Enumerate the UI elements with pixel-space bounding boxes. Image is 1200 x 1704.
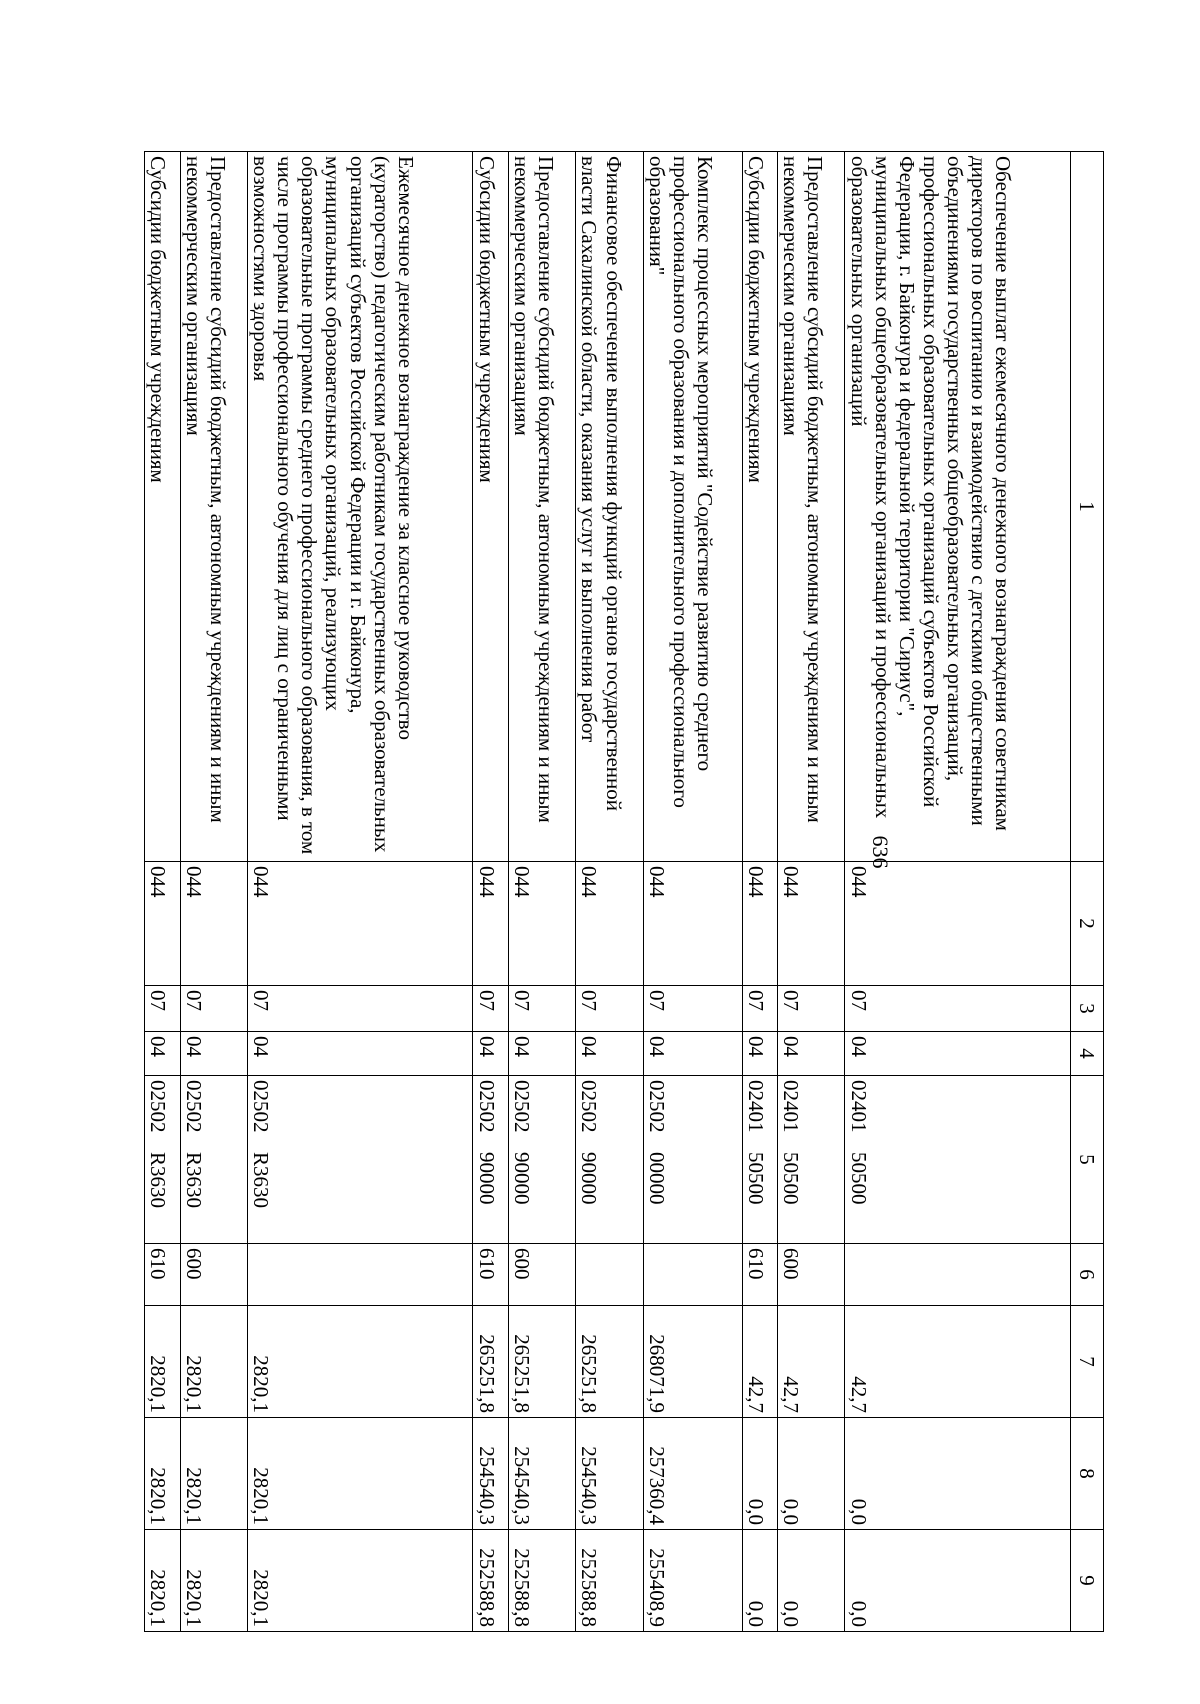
row-pr: 04 <box>247 1032 473 1076</box>
row-rz: 07 <box>778 986 845 1032</box>
row-csr-part1: 02502 <box>249 1080 274 1133</box>
row-value-9: 0,0 <box>778 1530 845 1632</box>
row-value-8: 254540,3 <box>509 1418 576 1530</box>
row-name: Обеспечение выплат ежемесячного денежного вознаграждения советникам директоров по воспитанию и взаимодействию с детскими общественными объединениями государственных общеобразовательных организаций, профессиональных образовательных организаций субъектов Российской Федерации, г. Байконура и федеральной территории "Сириус", муниципальных общеобразовательных организаций и профессиональных образовательных организаций <box>845 152 1071 862</box>
row-csr-part2: 90000 <box>474 1152 499 1205</box>
table-row <box>742 152 778 1632</box>
row-value-8: 0,0 <box>845 1418 1071 1530</box>
row-pr: 04 <box>778 1032 845 1076</box>
row-value-7: 42,7 <box>845 1306 1071 1418</box>
row-name: Предоставление субсидий бюджетным, автономным учреждениям и иным некоммерческим организациям <box>778 152 845 862</box>
row-value-7: 42,7 <box>742 1306 778 1418</box>
table-row <box>576 152 643 1632</box>
row-vr <box>247 1244 473 1306</box>
header-col-6: 6 <box>1071 1244 1104 1306</box>
row-csr <box>509 1076 576 1244</box>
row-vr: 600 <box>180 1244 247 1306</box>
row-pr: 04 <box>845 1032 1071 1076</box>
table-row <box>145 152 181 1632</box>
header-col-1: 1 <box>1071 152 1104 862</box>
row-rz: 07 <box>247 986 473 1032</box>
row-ved: 044 <box>509 862 576 986</box>
row-csr-part2: R3630 <box>181 1152 206 1209</box>
row-ved: 044 <box>145 862 181 986</box>
row-csr <box>180 1076 247 1244</box>
row-ved: 044 <box>845 862 1071 986</box>
row-csr-part1: 02502 <box>474 1080 499 1133</box>
row-value-8: 2820,1 <box>145 1418 181 1530</box>
table-row <box>180 152 247 1632</box>
row-value-9: 2820,1 <box>247 1530 473 1632</box>
row-csr-part1: 02502 <box>181 1080 206 1133</box>
row-name: Субсидии бюджетным учреждениям <box>145 152 181 862</box>
row-pr: 04 <box>576 1032 643 1076</box>
row-value-9: 2820,1 <box>180 1530 247 1632</box>
row-rz: 07 <box>473 986 509 1032</box>
row-ved: 044 <box>576 862 643 986</box>
row-csr-part1: 02401 <box>779 1080 804 1133</box>
header-col-2: 2 <box>1071 862 1104 986</box>
header-col-9: 9 <box>1071 1530 1104 1632</box>
row-value-9: 252588,8 <box>509 1530 576 1632</box>
table-row <box>643 152 742 1632</box>
row-value-9: 255408,9 <box>643 1530 742 1632</box>
row-name: Субсидии бюджетным учреждениям <box>473 152 509 862</box>
row-rz: 07 <box>643 986 742 1032</box>
row-name: Предоставление субсидий бюджетным, автономным учреждениям и иным некоммерческим организациям <box>180 152 247 862</box>
row-name: Комплекс процессных мероприятий "Содействие развитию среднего профессионального образования и дополнительного профессионального образования" <box>643 152 742 862</box>
row-rz: 07 <box>845 986 1071 1032</box>
row-vr: 610 <box>742 1244 778 1306</box>
row-ved: 044 <box>643 862 742 986</box>
budget-table <box>144 151 1104 1632</box>
row-csr-part1: 02502 <box>510 1080 535 1133</box>
table-row <box>509 152 576 1632</box>
table-row <box>473 152 509 1632</box>
row-value-7: 42,7 <box>778 1306 845 1418</box>
row-ved: 044 <box>247 862 473 986</box>
row-name: Ежемесячное денежное вознаграждение за классное руководство (кураторство) педагогическим работникам государственных образовательных организаций субъектов Российской Федерации и г. Байконура, муниципальных образовательных организаций, реализующих образовательные программы среднего профессионального образования, в том числе программы профессионального обучения для лиц с ограниченными возможностями здоровья <box>247 152 473 862</box>
header-col-8: 8 <box>1071 1418 1104 1530</box>
row-csr-part2: 00000 <box>644 1152 669 1205</box>
row-value-8: 2820,1 <box>247 1418 473 1530</box>
row-csr-part2: 50500 <box>743 1152 768 1205</box>
row-value-7: 265251,8 <box>509 1306 576 1418</box>
row-rz: 07 <box>145 986 181 1032</box>
row-csr <box>473 1076 509 1244</box>
row-csr-part1: 02502 <box>577 1080 602 1133</box>
row-value-7: 265251,8 <box>576 1306 643 1418</box>
row-rz: 07 <box>509 986 576 1032</box>
row-value-7: 268071,9 <box>643 1306 742 1418</box>
row-value-8: 2820,1 <box>180 1418 247 1530</box>
row-value-8: 0,0 <box>778 1418 845 1530</box>
row-value-8: 254540,3 <box>576 1418 643 1530</box>
row-csr-part2: R3630 <box>249 1152 274 1209</box>
row-ved: 044 <box>473 862 509 986</box>
row-value-9: 2820,1 <box>145 1530 181 1632</box>
page-number: 636 <box>868 835 893 869</box>
row-vr: 610 <box>473 1244 509 1306</box>
row-csr-part1: 02502 <box>146 1080 171 1133</box>
row-value-8: 257360,4 <box>643 1418 742 1530</box>
row-ved: 044 <box>778 862 845 986</box>
row-vr: 600 <box>778 1244 845 1306</box>
row-value-8: 0,0 <box>742 1418 778 1530</box>
row-value-9: 0,0 <box>742 1530 778 1632</box>
row-pr: 04 <box>145 1032 181 1076</box>
table-row <box>845 152 1071 1632</box>
row-pr: 04 <box>180 1032 247 1076</box>
row-value-9: 0,0 <box>845 1530 1071 1632</box>
row-csr-part2: 90000 <box>577 1152 602 1205</box>
row-rz: 07 <box>180 986 247 1032</box>
row-vr <box>845 1244 1071 1306</box>
row-csr-part2: 90000 <box>510 1152 535 1205</box>
row-value-8: 254540,3 <box>473 1418 509 1530</box>
row-value-7: 2820,1 <box>180 1306 247 1418</box>
row-csr <box>145 1076 181 1244</box>
row-vr <box>643 1244 742 1306</box>
table-header-row <box>1071 152 1104 1632</box>
row-pr: 04 <box>473 1032 509 1076</box>
row-name: Финансовое обеспечение выполнения функций органов государственной власти Сахалинской области, оказания услуг и выполнения работ <box>576 152 643 862</box>
row-pr: 04 <box>742 1032 778 1076</box>
row-value-7: 2820,1 <box>145 1306 181 1418</box>
row-value-7: 265251,8 <box>473 1306 509 1418</box>
row-ved: 044 <box>180 862 247 986</box>
table-row <box>247 152 473 1632</box>
row-value-7: 2820,1 <box>247 1306 473 1418</box>
row-csr <box>778 1076 845 1244</box>
row-vr <box>576 1244 643 1306</box>
row-value-9: 252588,8 <box>576 1530 643 1632</box>
row-csr <box>576 1076 643 1244</box>
row-name: Предоставление субсидий бюджетным, автономным учреждениям и иным некоммерческим организациям <box>509 152 576 862</box>
row-ved: 044 <box>742 862 778 986</box>
header-col-3: 3 <box>1071 986 1104 1032</box>
header-col-4: 4 <box>1071 1032 1104 1076</box>
row-rz: 07 <box>576 986 643 1032</box>
row-csr <box>742 1076 778 1244</box>
table-row <box>778 152 845 1632</box>
row-csr-part2: R3630 <box>146 1152 171 1209</box>
row-pr: 04 <box>643 1032 742 1076</box>
row-csr <box>247 1076 473 1244</box>
row-name: Субсидии бюджетным учреждениям <box>742 152 778 862</box>
row-csr <box>643 1076 742 1244</box>
row-value-9: 252588,8 <box>473 1530 509 1632</box>
row-vr: 600 <box>509 1244 576 1306</box>
row-csr-part2: 50500 <box>779 1152 804 1205</box>
row-vr: 610 <box>145 1244 181 1306</box>
row-csr-part1: 02502 <box>644 1080 669 1133</box>
rotated-page-content <box>144 151 1104 1631</box>
row-csr-part1: 02401 <box>743 1080 768 1133</box>
header-col-7: 7 <box>1071 1306 1104 1418</box>
row-rz: 07 <box>742 986 778 1032</box>
header-col-5: 5 <box>1071 1076 1104 1244</box>
row-csr <box>845 1076 1071 1244</box>
row-csr-part2: 50500 <box>846 1152 871 1205</box>
row-pr: 04 <box>509 1032 576 1076</box>
row-csr-part1: 02401 <box>846 1080 871 1133</box>
